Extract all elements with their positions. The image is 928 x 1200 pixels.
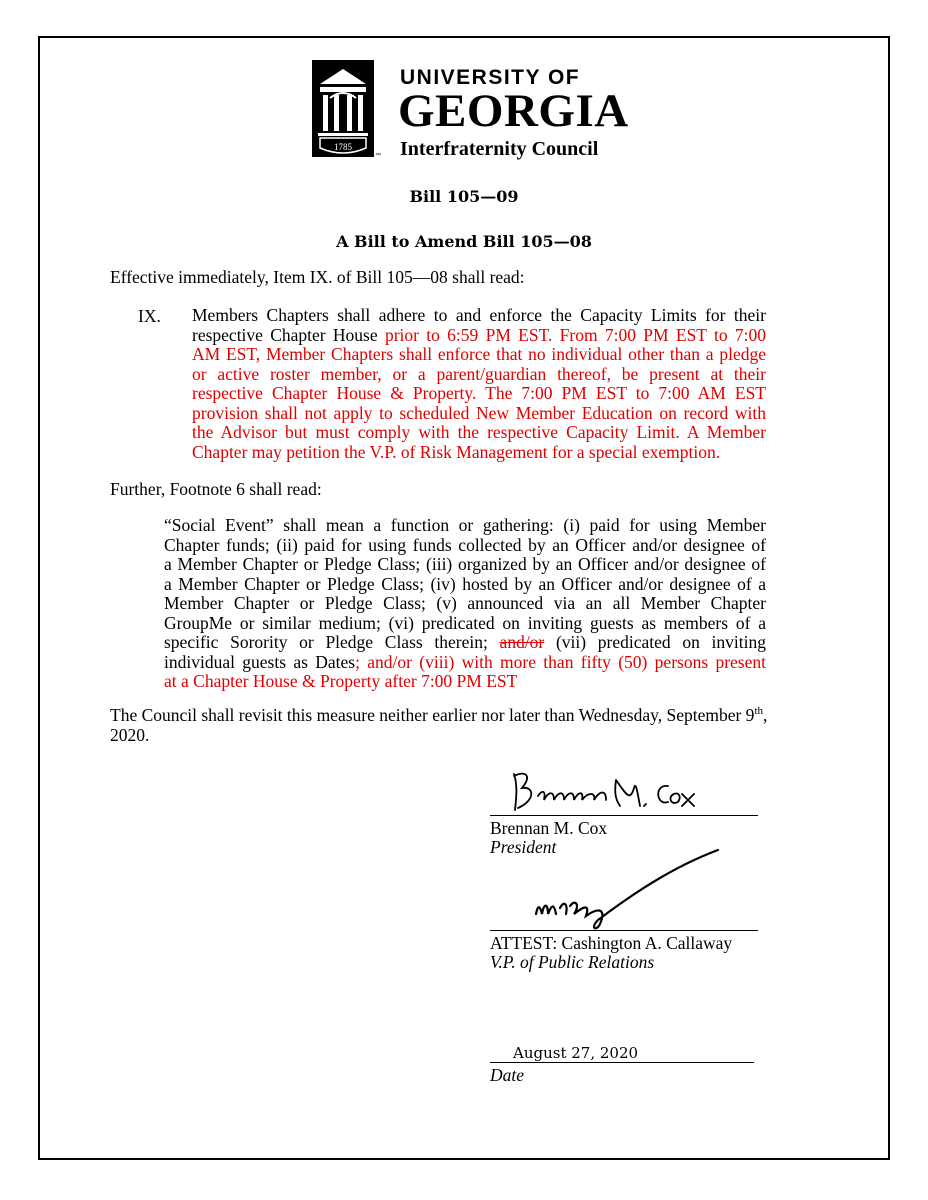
president-title: President bbox=[490, 837, 557, 857]
item-ix-line: respective Chapter House prior to 6:59 PM EST. From 7:00 PM EST to 7:00 bbox=[192, 324, 767, 345]
footnote-line: at a Chapter House & Property after 7:00 PM EST bbox=[164, 671, 518, 691]
revisit-line-1: The Council shall revisit this measure neither earlier nor later than Wednesday, September 9th, bbox=[110, 705, 768, 725]
item-ix-line: provision shall not apply to scheduled New Member Education on record with bbox=[192, 402, 766, 423]
footnote-line: GroupMe or similar medium; (vi) predicated on inviting guests as members of a bbox=[164, 612, 766, 633]
further-paragraph: Further, Footnote 6 shall read: bbox=[110, 479, 322, 499]
attest-signature bbox=[530, 848, 730, 938]
footnote-line: Member Chapter or Pledge Class; (v) announced via an all Member Chapter bbox=[164, 593, 766, 613]
footnote-line: individual guests as Dates; and/or (viii) with more than fifty (50) persons present bbox=[164, 651, 766, 672]
item-ix-line: or active roster member, or a parent/guardian thereof, be present at their bbox=[192, 363, 766, 384]
item-ix-text bbox=[192, 306, 766, 462]
item-ix-line: Chapter may petition the V.P. of Risk Management for a special exemption. bbox=[192, 441, 721, 462]
item-ix-line: respective Chapter House & Property. The 7:00 PM EST to 7:00 AM EST bbox=[192, 383, 766, 403]
university-of-text: UNIVERSITY OF bbox=[400, 66, 581, 89]
footnote-line: Chapter funds; (ii) paid for using funds collected by an Officer and/or designee of bbox=[164, 534, 766, 555]
president-signature bbox=[508, 766, 738, 816]
president-signature-line bbox=[490, 815, 758, 816]
bill-number: Bill 105—09 bbox=[409, 187, 519, 206]
date-line bbox=[490, 1062, 754, 1063]
footnote-line: a Member Chapter or Pledge Class; (iii) organized by an Officer and/or designee of bbox=[164, 554, 766, 574]
footnote-line: specific Sorority or Pledge Class therein; and/or (vii) predicated on inviting bbox=[164, 632, 767, 652]
footnote-line: “Social Event” shall mean a function or gathering: (i) paid for using Member bbox=[164, 515, 766, 535]
intro-paragraph: Effective immediately, Item IX. of Bill 105—08 shall read: bbox=[110, 267, 525, 287]
georgia-text: GEORGIA bbox=[398, 85, 629, 137]
attest-signature-line bbox=[490, 930, 758, 931]
footnote-line: a Member Chapter or Pledge Class; (iv) hosted by an Officer and/or designee of a bbox=[164, 573, 766, 594]
president-name: Brennan M. Cox bbox=[490, 818, 608, 838]
date-label: Date bbox=[490, 1065, 525, 1085]
founding-year: 1785 bbox=[334, 142, 352, 152]
bill-title: A Bill to Amend Bill 105—08 bbox=[336, 232, 592, 251]
revisit-line-2: 2020. bbox=[110, 725, 150, 745]
trademark-mark: ™ bbox=[375, 153, 381, 159]
item-ix-line: AM EST, Member Chapters shall enforce that no individual other than a pledge bbox=[192, 344, 766, 364]
item-ix-label: IX. bbox=[138, 306, 161, 326]
uga-ifc-logo bbox=[312, 60, 642, 165]
item-ix-line: the Advisor but must comply with the respective Capacity Limit. A Member bbox=[192, 422, 766, 442]
item-ix-line: Members Chapters shall adhere to and enforce the Capacity Limits for their bbox=[192, 305, 766, 325]
council-name: Interfraternity Council bbox=[400, 138, 599, 160]
uga-arch-logo-icon bbox=[312, 60, 381, 160]
footnote-6-text bbox=[164, 516, 766, 692]
attest-title: V.P. of Public Relations bbox=[490, 952, 655, 972]
struck-and-or: and/or bbox=[499, 632, 545, 652]
attest-name: ATTEST: Cashington A. Callaway bbox=[490, 933, 733, 953]
signing-date: August 27, 2020 bbox=[513, 1044, 639, 1062]
